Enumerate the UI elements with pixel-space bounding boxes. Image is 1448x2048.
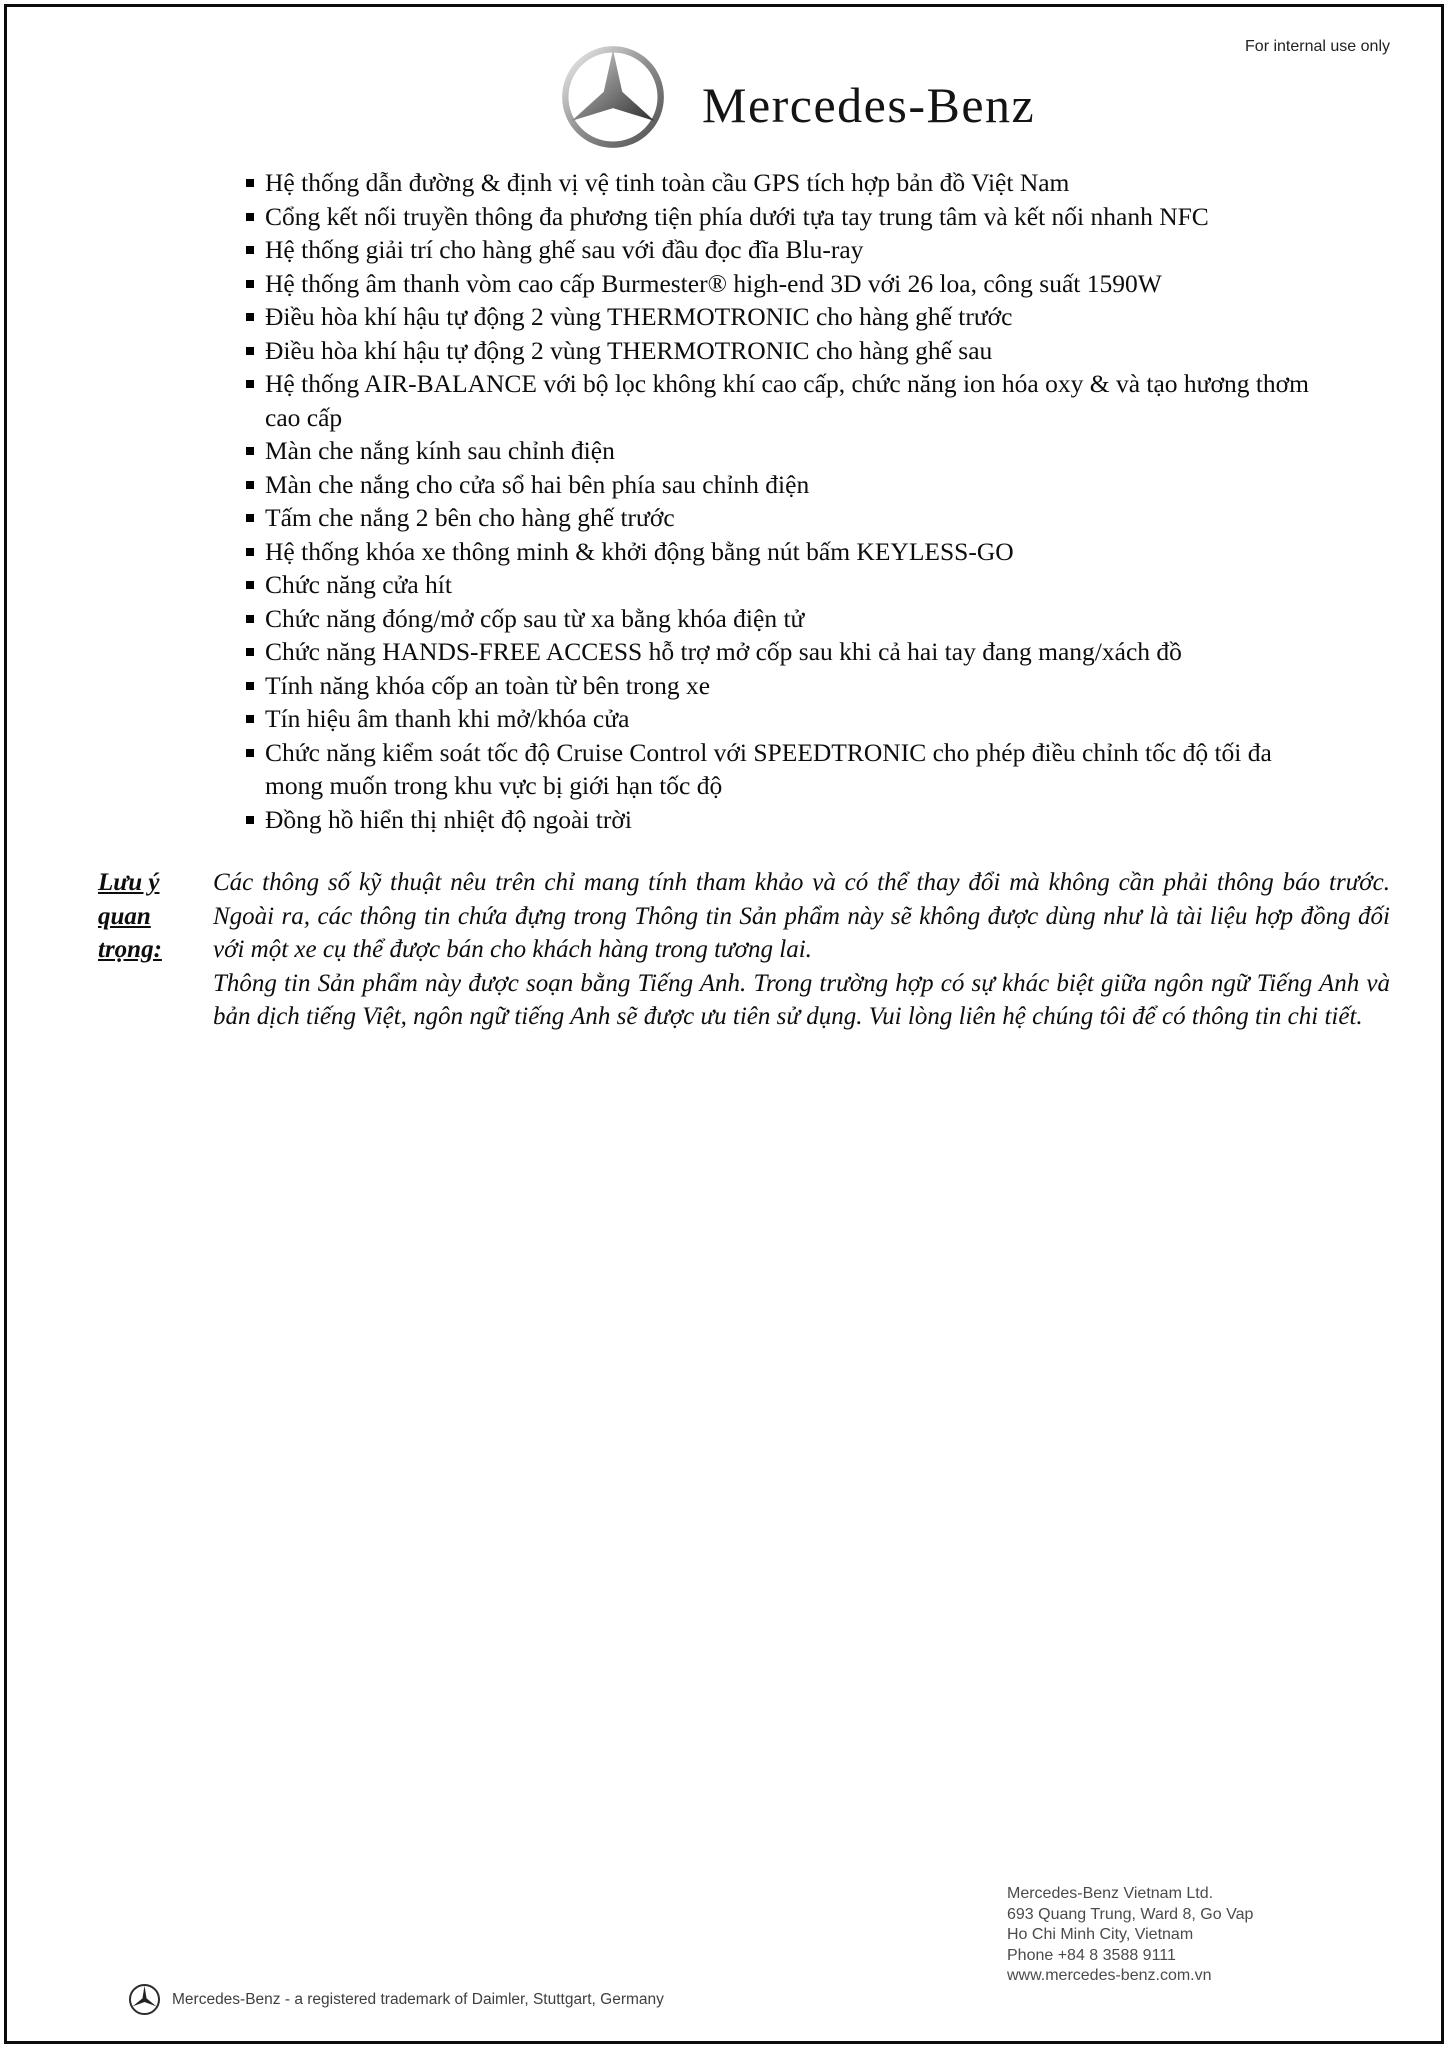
footer-address-line: Phone +84 8 3588 9111 <box>1007 1946 1176 1964</box>
feature-item: Điều hòa khí hậu tự động 2 vùng THERMOTRONIC cho hàng ghế sau <box>265 334 1325 368</box>
important-note-paragraph: Thông tin Sản phẩm này được soạn bằng Tiếng Anh. Trong trường hợp có sự khác biệt giữa ngôn ngữ Tiếng Anh và bản dịch tiếng Việt, ngôn ngữ tiếng Anh sẽ được ưu tiên sử dụng. Vui lòng liên hệ chúng tôi để có thông tin chi tiết. <box>213 969 1390 1030</box>
feature-item: Hệ thống khóa xe thông minh & khởi động bằng nút bấm KEYLESS-GO <box>265 535 1325 569</box>
feature-item: Màn che nắng kính sau chỉnh điện <box>265 434 1325 468</box>
trademark-row <box>128 1983 664 2016</box>
trademark-text: Mercedes-Benz - a registered trademark of Daimler, Stuttgart, Germany <box>172 1990 664 2008</box>
feature-list <box>265 166 1325 836</box>
feature-item: Cổng kết nối truyền thông đa phương tiện phía dưới tựa tay trung tâm và kết nối nhanh NFC <box>265 200 1325 234</box>
feature-item: Tín hiệu âm thanh khi mở/khóa cửa <box>265 702 1325 736</box>
feature-item: Chức năng cửa hít <box>265 568 1325 602</box>
footer-address-line: www.mercedes-benz.com.vn <box>1007 1967 1212 1984</box>
feature-item: Tính năng khóa cốp an toàn từ bên trong xe <box>265 669 1325 703</box>
important-note-body <box>213 866 1390 1034</box>
internal-use-label: For internal use only <box>1245 38 1390 55</box>
footer-address-line: Mercedes-Benz Vietnam Ltd. <box>1007 1885 1214 1902</box>
brand-wordmark: Mercedes-Benz <box>702 77 1036 133</box>
feature-item: Chức năng đóng/mở cốp sau từ xa bằng khóa điện tử <box>265 602 1325 636</box>
important-note-label: Lưu ý quan trọng: <box>98 869 162 963</box>
important-note-section <box>98 866 1390 1034</box>
feature-item: Hệ thống âm thanh vòm cao cấp Burmester® high-end 3D với 26 loa, công suất 1590W <box>265 267 1325 301</box>
feature-item: Hệ thống AIR-BALANCE với bộ lọc không khí cao cấp, chức năng ion hóa oxy & và tạo hương thơm cao cấp <box>265 367 1325 434</box>
feature-item: Màn che nắng cho cửa sổ hai bên phía sau chỉnh điện <box>265 468 1325 502</box>
feature-item: Hệ thống dẫn đường & định vị vệ tinh toàn cầu GPS tích hợp bản đồ Việt Nam <box>265 166 1325 200</box>
feature-item: Chức năng HANDS-FREE ACCESS hỗ trợ mở cốp sau khi cả hai tay đang mang/xách đồ <box>265 635 1325 669</box>
feature-item: Tấm che nắng 2 bên cho hàng ghế trước <box>265 501 1325 535</box>
mercedes-star-small-icon <box>128 1983 161 2016</box>
footer-address <box>1007 1884 1253 1987</box>
mercedes-star-logo-icon <box>560 44 666 150</box>
feature-item: Chức năng kiểm soát tốc độ Cruise Control với SPEEDTRONIC cho phép điều chỉnh tốc độ tối đa mong muốn trong khu vực bị giới hạn tốc độ <box>265 736 1325 803</box>
feature-item: Hệ thống giải trí cho hàng ghế sau với đầu đọc đĩa Blu-ray <box>265 233 1325 267</box>
feature-item: Điều hòa khí hậu tự động 2 vùng THERMOTRONIC cho hàng ghế trước <box>265 300 1325 334</box>
footer-address-line: Ho Chi Minh City, Vietnam <box>1007 1926 1194 1943</box>
footer-address-line: 693 Quang Trung, Ward 8, Go Vap <box>1007 1905 1254 1923</box>
important-note-paragraph: Các thông số kỹ thuật nêu trên chỉ mang tính tham khảo và có thể thay đổi mà không cần phải thông báo trước. Ngoài ra, các thông tin chứa đựng trong Thông tin Sản phẩm này sẽ không được dùng như là tài liệu hợp đồng đối với một xe cụ thể được bán cho khách hàng trong tương lai. <box>213 869 1390 963</box>
feature-item: Đồng hồ hiển thị nhiệt độ ngoài trời <box>265 803 1325 837</box>
